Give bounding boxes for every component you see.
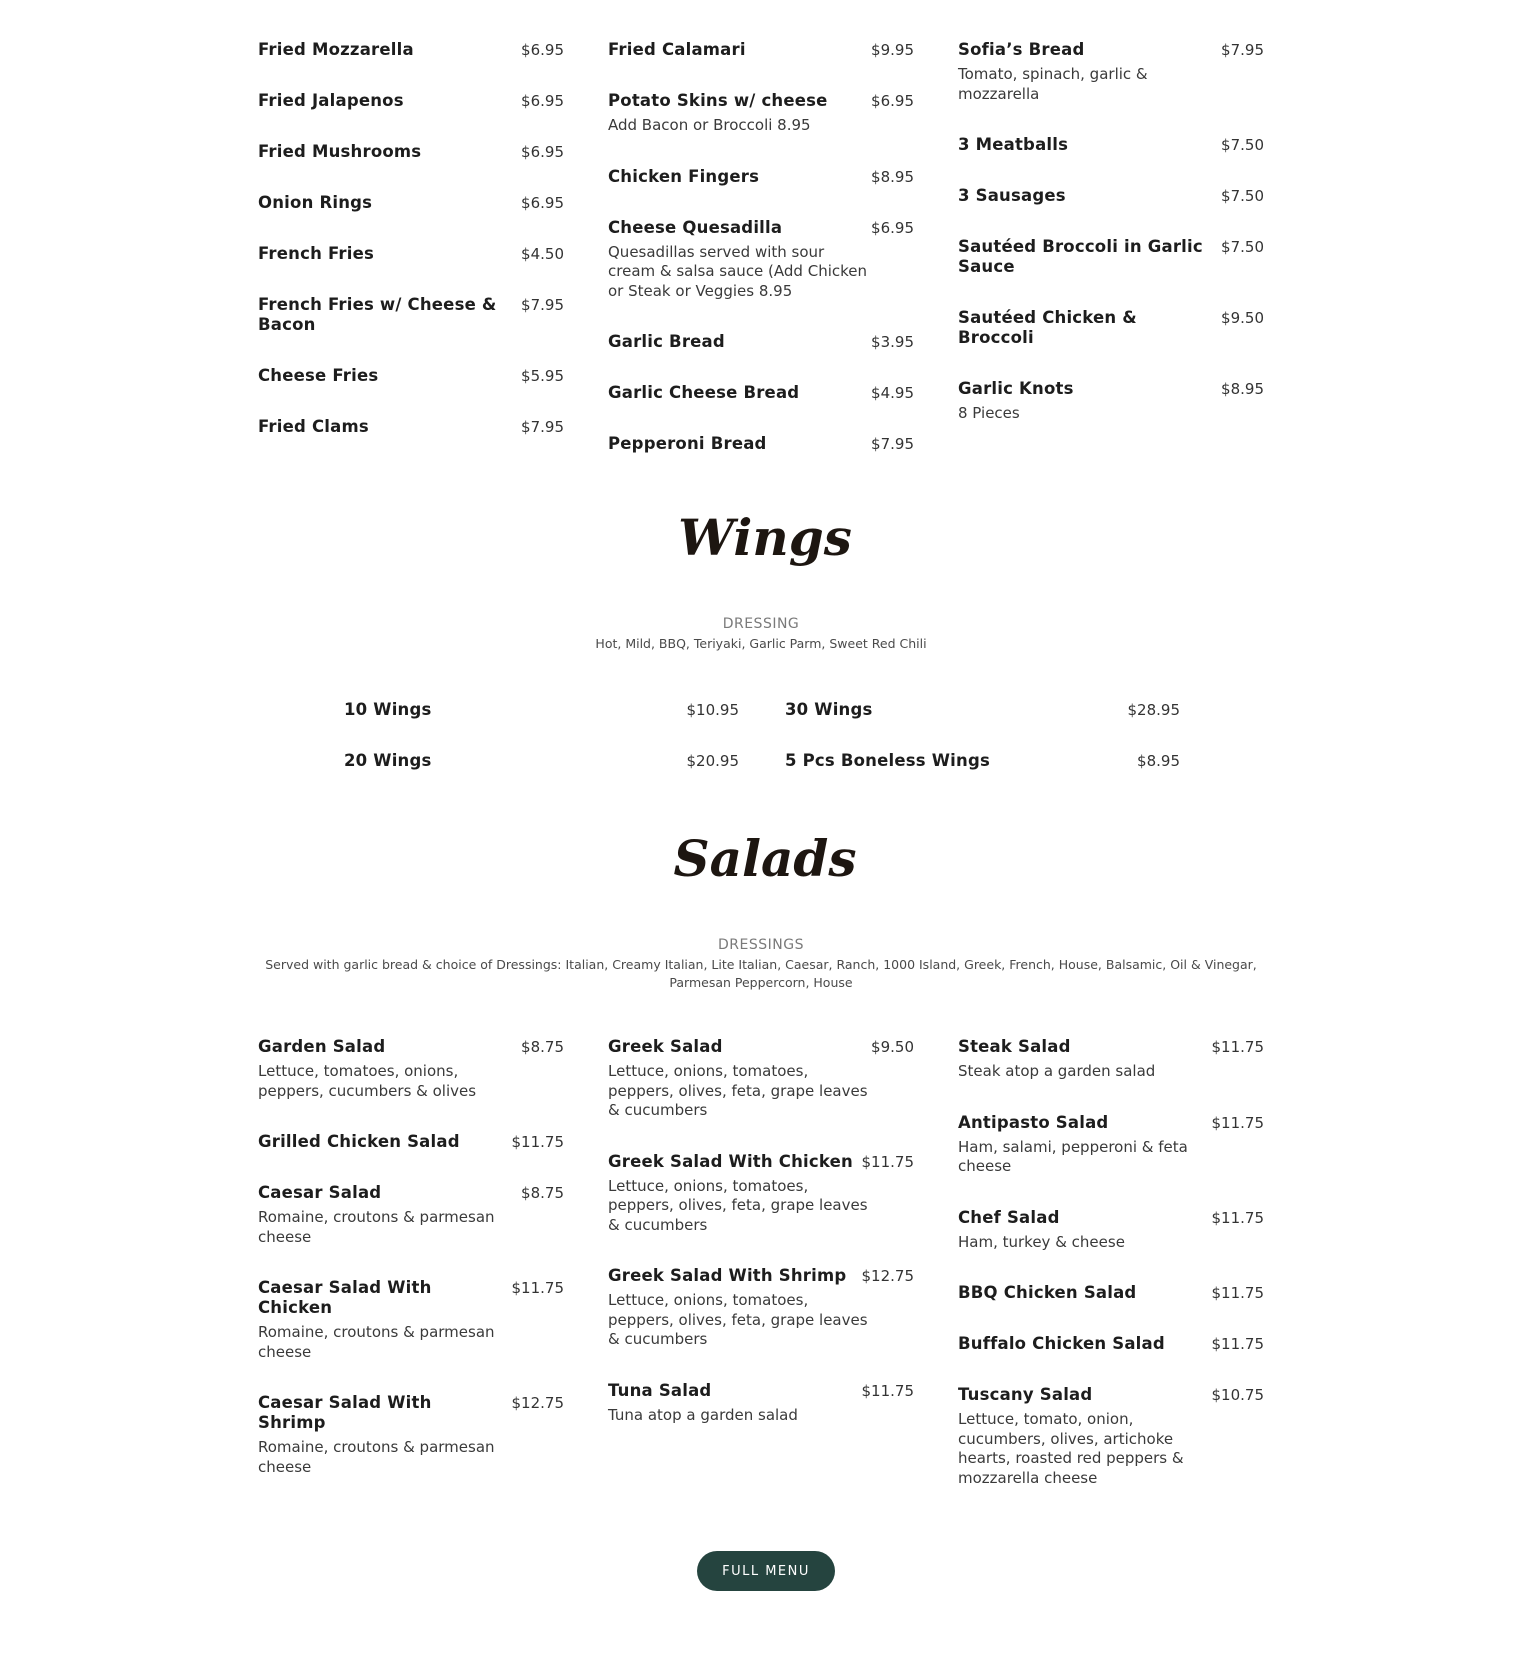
menu-item-name: 30 Wings xyxy=(785,700,873,719)
menu-item-name: Grilled Chicken Salad xyxy=(258,1132,460,1151)
menu-item-header xyxy=(258,40,564,60)
menu-item-name: Caesar Salad xyxy=(258,1183,382,1202)
menu-item-header xyxy=(344,700,739,720)
menu-item-header xyxy=(608,1152,914,1172)
appetizers-column xyxy=(258,40,564,485)
menu-item-description: Ham, salami, pepperoni & feta cheese xyxy=(958,1137,1188,1175)
menu-item-header xyxy=(958,1208,1264,1228)
menu-item-header xyxy=(608,91,914,111)
menu-item-name: Onion Rings xyxy=(258,193,373,212)
menu-item-header xyxy=(608,383,914,403)
menu-item-price: $10.75 xyxy=(1211,1386,1264,1404)
menu-item xyxy=(608,167,914,187)
menu-item-name: 5 Pcs Boneless Wings xyxy=(785,751,990,770)
menu-item xyxy=(958,1208,1264,1253)
menu-item-name: Sofia’s Bread xyxy=(958,40,1085,59)
menu-item-header xyxy=(958,1037,1264,1057)
menu-item-header xyxy=(608,332,914,352)
menu-item xyxy=(958,237,1264,277)
menu-item xyxy=(608,91,914,136)
menu-item-description: Lettuce, tomatoes, onions, peppers, cucumbers & olives xyxy=(258,1062,477,1100)
menu-item-header xyxy=(785,700,1180,720)
menu-item xyxy=(958,135,1264,155)
menu-item-price: $7.50 xyxy=(1221,187,1264,205)
menu-item xyxy=(258,142,564,162)
menu-item-name: Garlic Knots xyxy=(958,379,1074,398)
menu-item xyxy=(958,1113,1264,1177)
menu-item xyxy=(785,700,1180,720)
menu-item-header xyxy=(258,1278,564,1318)
full-menu-button[interactable]: FULL MENU xyxy=(697,1551,835,1591)
menu-item-name: Garlic Cheese Bread xyxy=(608,383,800,402)
menu-item-price: $4.95 xyxy=(871,384,914,402)
menu-item-name: 10 Wings xyxy=(344,700,432,719)
menu-item-description: Tomato, spinach, garlic & mozzarella xyxy=(958,65,1148,103)
menu-item-description: Lettuce, onions, tomatoes, peppers, olives, feta, grape leaves & cucumbers xyxy=(608,1062,868,1119)
menu-item-header xyxy=(608,1266,914,1286)
menu-item-description: Romaine, croutons & parmesan cheese xyxy=(258,1438,495,1476)
menu-item-price: $7.95 xyxy=(521,296,564,314)
menu-item xyxy=(958,1334,1264,1354)
menu-item xyxy=(608,1381,914,1426)
menu-item-name: Buffalo Chicken Salad xyxy=(958,1334,1165,1353)
wings-grid xyxy=(344,700,1180,802)
menu-item-name: Pepperoni Bread xyxy=(608,434,767,453)
menu-item-name: Sautéed Chicken & Broccoli xyxy=(958,308,1137,347)
menu-item-name: Garlic Bread xyxy=(608,332,725,351)
menu-item-header xyxy=(608,1037,914,1057)
menu-item xyxy=(258,193,564,213)
menu-item-name: Cheese Fries xyxy=(258,366,379,385)
menu-item-header xyxy=(258,91,564,111)
menu-item-price: $6.95 xyxy=(871,92,914,110)
menu-item-price: $8.95 xyxy=(1221,380,1264,398)
menu-item-name: Potato Skins w/ cheese xyxy=(608,91,828,110)
menu-item-description: Romaine, croutons & parmesan cheese xyxy=(258,1323,495,1361)
menu-item-price: $8.75 xyxy=(521,1038,564,1056)
menu-item xyxy=(958,308,1264,348)
menu-item-price: $8.75 xyxy=(521,1184,564,1202)
menu-item-header xyxy=(785,751,1180,771)
menu-item-price: $9.50 xyxy=(1221,309,1264,327)
menu-item-name: Chef Salad xyxy=(958,1207,1060,1227)
menu-item-header xyxy=(608,40,914,60)
menu-item xyxy=(258,417,564,437)
salads-dressing-text: Served with garlic bread & choice of Dressings: Italian, Creamy Italian, Lite Italian, Caesar, Ranch, 1000 Island, Greek, French, House, Balsamic, Oil & Vinegar, Parmesan Peppercorn, House xyxy=(265,957,1257,990)
menu-item-price: $6.95 xyxy=(871,218,914,237)
wings-dressing-label: DRESSING xyxy=(722,616,800,632)
menu-item-name: French Fries w/ Cheese & Bacon xyxy=(258,295,497,334)
menu-item-price: $8.95 xyxy=(1137,752,1180,770)
menu-item-name: Garden Salad xyxy=(258,1037,386,1056)
menu-item xyxy=(258,295,564,335)
menu-item xyxy=(344,700,739,720)
wings-column xyxy=(785,700,1180,802)
menu-item-name: Fried Mushrooms xyxy=(258,142,422,161)
menu-item-price: $11.75 xyxy=(1211,1208,1264,1227)
menu-item-price: $7.95 xyxy=(871,435,914,453)
wings-section-title: Wings xyxy=(678,508,852,567)
menu-item-price: $11.75 xyxy=(861,1381,914,1400)
menu-item-name: Greek Salad With Chicken xyxy=(608,1151,853,1171)
menu-item-header xyxy=(608,1381,914,1401)
menu-item-header xyxy=(258,1183,564,1203)
menu-item-header xyxy=(958,1113,1264,1133)
menu-item xyxy=(608,383,914,403)
menu-item-price: $9.50 xyxy=(871,1038,914,1056)
salads-dressing-note xyxy=(258,936,1264,992)
menu-item xyxy=(258,1183,564,1247)
menu-item-price: $12.75 xyxy=(861,1267,914,1285)
menu-item-price: $6.95 xyxy=(521,194,564,212)
menu-item-name: 3 Sausages xyxy=(958,186,1066,205)
menu-item-header xyxy=(258,1037,564,1057)
menu-item-price: $11.75 xyxy=(1211,1038,1264,1056)
menu-item xyxy=(344,751,739,771)
appetizers-column xyxy=(608,40,914,485)
menu-item xyxy=(258,40,564,60)
menu-item-price: $11.75 xyxy=(1211,1335,1264,1353)
salads-column xyxy=(958,1037,1264,1519)
menu-item xyxy=(608,218,914,302)
menu-item-price: $8.95 xyxy=(871,167,914,186)
menu-item-header xyxy=(958,135,1264,155)
menu-item-name: Caesar Salad With Chicken xyxy=(258,1278,432,1317)
menu-item-header xyxy=(958,186,1264,206)
menu-item-price: $3.95 xyxy=(871,333,914,351)
menu-item-header xyxy=(258,1132,564,1152)
menu-item-name: Tuna Salad xyxy=(608,1380,712,1400)
menu-item xyxy=(258,91,564,111)
menu-item-header xyxy=(608,167,914,187)
menu-item xyxy=(608,434,914,454)
menu-item-price: $11.75 xyxy=(1211,1284,1264,1302)
menu-item xyxy=(958,1283,1264,1303)
menu-item-price: $11.75 xyxy=(1211,1113,1264,1132)
menu-item xyxy=(785,751,1180,771)
salads-column xyxy=(608,1037,914,1519)
menu-item-name: Fried Mozzarella xyxy=(258,40,414,59)
menu-item-price: $10.95 xyxy=(686,701,739,719)
menu-item xyxy=(258,1037,564,1101)
menu-item-header xyxy=(344,751,739,771)
menu-item xyxy=(608,40,914,60)
menu-item xyxy=(958,1037,1264,1082)
menu-item-header xyxy=(258,193,564,213)
menu-item-price: $4.50 xyxy=(521,245,564,263)
menu-item-description: Steak atop a garden salad xyxy=(958,1062,1156,1080)
menu-item xyxy=(608,1152,914,1236)
menu-item xyxy=(258,1393,564,1477)
menu-item-description: Lettuce, onions, tomatoes, peppers, olives, feta, grape leaves & cucumbers xyxy=(608,1291,868,1348)
wings-dressing-text: Hot, Mild, BBQ, Teriyaki, Garlic Parm, Sweet Red Chili xyxy=(595,636,927,651)
menu-item-price: $5.95 xyxy=(521,367,564,385)
menu-item-header xyxy=(258,417,564,437)
menu-item-name: Fried Jalapenos xyxy=(258,91,404,110)
salads-section-title: Salads xyxy=(673,829,857,888)
menu-item-header xyxy=(958,1334,1264,1354)
menu-item-name: Caesar Salad With Shrimp xyxy=(258,1393,432,1432)
menu-item-description: Ham, turkey & cheese xyxy=(958,1232,1125,1251)
menu-item-price: $12.75 xyxy=(511,1394,564,1412)
menu-item-description: 8 Pieces xyxy=(958,404,1020,422)
menu-item xyxy=(958,186,1264,206)
appetizers-grid xyxy=(258,40,1264,485)
menu-item-price: $20.95 xyxy=(686,752,739,770)
wings-dressing-note xyxy=(258,615,1264,653)
menu-item xyxy=(958,40,1264,104)
menu-item-name: BBQ Chicken Salad xyxy=(958,1283,1137,1302)
menu-item-header xyxy=(258,244,564,264)
menu-item-price: $11.75 xyxy=(511,1133,564,1151)
menu-item-header xyxy=(608,218,914,238)
menu-item-name: French Fries xyxy=(258,244,374,263)
menu-item-header xyxy=(958,237,1264,277)
salads-dressing-label: DRESSINGS xyxy=(718,937,804,953)
menu-item-price: $9.95 xyxy=(871,41,914,59)
menu-item-header xyxy=(958,40,1264,60)
menu-item xyxy=(958,1385,1264,1488)
menu-item-price: $6.95 xyxy=(521,92,564,110)
menu-item-price: $11.75 xyxy=(511,1279,564,1297)
menu-item-header xyxy=(958,1283,1264,1303)
menu-item xyxy=(608,332,914,352)
menu-item-name: Antipasto Salad xyxy=(958,1112,1109,1132)
menu-item xyxy=(258,1278,564,1362)
menu-item-name: 20 Wings xyxy=(344,751,432,770)
menu-item-name: Greek Salad With Shrimp xyxy=(608,1266,847,1285)
menu-item-header xyxy=(258,142,564,162)
menu-item-price: $11.75 xyxy=(861,1152,914,1171)
menu-item-header xyxy=(958,308,1264,348)
menu-item-name: Steak Salad xyxy=(958,1037,1071,1056)
menu-item-price: $7.50 xyxy=(1221,238,1264,256)
menu-item-header xyxy=(958,1385,1264,1405)
menu-item-name: Cheese Quesadilla xyxy=(608,217,783,237)
menu-item xyxy=(258,244,564,264)
menu-item-price: $6.95 xyxy=(521,41,564,59)
menu-item-description: Add Bacon or Broccoli 8.95 xyxy=(608,116,811,134)
menu-item-price: $6.95 xyxy=(521,143,564,161)
menu-item-price: $28.95 xyxy=(1127,701,1180,719)
menu-item-header xyxy=(958,379,1264,399)
menu-item-header xyxy=(258,366,564,386)
menu-item-name: 3 Meatballs xyxy=(958,135,1069,154)
menu-item-price: $7.95 xyxy=(521,418,564,436)
menu-item-name: Fried Calamari xyxy=(608,40,746,59)
appetizers-column xyxy=(958,40,1264,485)
menu-item-header xyxy=(258,1393,564,1433)
menu-item xyxy=(258,366,564,386)
menu-item-description: Lettuce, tomato, onion, cucumbers, olives, artichoke hearts, roasted red peppers & mozzarella cheese xyxy=(958,1410,1184,1487)
menu-item-name: Chicken Fingers xyxy=(608,166,760,186)
wings-column xyxy=(344,700,739,802)
menu-item-description: Lettuce, onions, tomatoes, peppers, olives, feta, grape leaves & cucumbers xyxy=(608,1176,868,1234)
menu-item xyxy=(258,1132,564,1152)
menu-item-name: Sautéed Broccoli in Garlic Sauce xyxy=(958,237,1203,276)
menu-item xyxy=(958,379,1264,424)
salads-grid xyxy=(258,1037,1264,1519)
menu-item-price: $7.95 xyxy=(1221,41,1264,59)
menu-item-price: $7.50 xyxy=(1221,136,1264,154)
menu-item-name: Greek Salad xyxy=(608,1037,723,1056)
menu-item-header xyxy=(258,295,564,335)
menu-item-name: Tuscany Salad xyxy=(958,1385,1093,1404)
menu-item-description: Romaine, croutons & parmesan cheese xyxy=(258,1208,495,1246)
salads-column xyxy=(258,1037,564,1519)
menu-item xyxy=(608,1037,914,1121)
menu-item-name: Fried Clams xyxy=(258,417,369,436)
menu-item-description: Tuna atop a garden salad xyxy=(608,1405,798,1424)
menu-item-description: Quesadillas served with sour cream & salsa sauce (Add Chicken or Steak or Veggies 8.95 xyxy=(608,242,867,300)
menu-item xyxy=(608,1266,914,1350)
menu-item-header xyxy=(608,434,914,454)
